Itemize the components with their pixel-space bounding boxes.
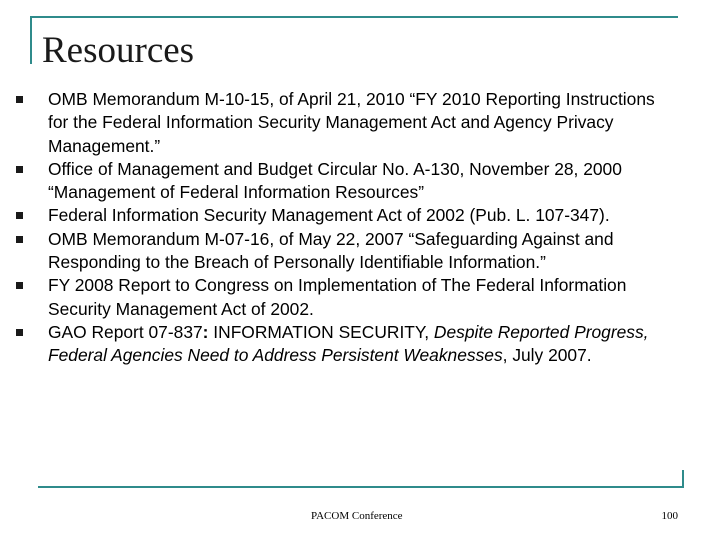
slide-title: Resources <box>42 30 195 71</box>
bullet-text-segment: Federal Information Security Management Act of 2002 (Pub. L. 107-347). <box>48 205 610 226</box>
bullet-text-segment: , July 2007. <box>502 345 592 366</box>
bullet-text <box>48 89 655 156</box>
bottom-rule-horizontal <box>38 486 684 488</box>
square-bullet-icon <box>16 212 23 219</box>
bullet-item-4 <box>16 228 656 275</box>
bullet-text <box>48 229 614 272</box>
square-bullet-icon <box>16 166 23 173</box>
bullet-item-5 <box>16 274 656 321</box>
bullet-text <box>48 205 610 225</box>
bullet-text <box>48 322 649 365</box>
bullet-item-6 <box>16 321 656 368</box>
square-bullet-icon <box>16 282 23 289</box>
bullet-text-segment: OMB Memorandum M-10-15, of April 21, 2010 “FY 2010 Reporting Instructions for the Federal Information Security Management Act and Agency Privacy Management.” <box>48 89 655 156</box>
square-bullet-icon <box>16 329 23 336</box>
top-rule-vertical <box>30 16 32 64</box>
bullet-text-segment: INFORMATION SECURITY, <box>213 321 434 342</box>
bottom-rule-vertical <box>682 470 684 488</box>
bullet-item-3 <box>16 204 656 227</box>
bullet-item-2 <box>16 158 656 205</box>
page-number: 100 <box>661 510 678 522</box>
bullet-text-segment: GAO Report 07-837 <box>48 321 203 342</box>
bullet-text-italic-segment: Despite Reported Progress, Federal Agencies Need to Address Persistent Weaknesses <box>48 321 649 366</box>
top-rule-horizontal <box>30 16 678 18</box>
bullet-text <box>48 275 626 318</box>
bullet-text-segment: FY 2008 Report to Congress on Implementation of The Federal Information Security Management Act of 2002. <box>48 275 627 319</box>
bullet-text-bold-segment: : <box>202 321 214 342</box>
bullet-list <box>16 88 656 368</box>
square-bullet-icon <box>16 236 23 243</box>
square-bullet-icon <box>16 96 23 103</box>
bullet-text-segment: Office of Management and Budget Circular No. A-130, November 28, 2000 “Management of Federal Information Resources” <box>48 158 622 203</box>
bullet-item-1 <box>16 88 656 158</box>
bullet-text-segment: OMB Memorandum M-07-16, of May 22, 2007 “Safeguarding Against and Responding to the Breach of Personally Identifiable Information.” <box>48 228 614 273</box>
bullet-text <box>48 159 622 202</box>
footer-label: PACOM Conference <box>311 510 403 522</box>
